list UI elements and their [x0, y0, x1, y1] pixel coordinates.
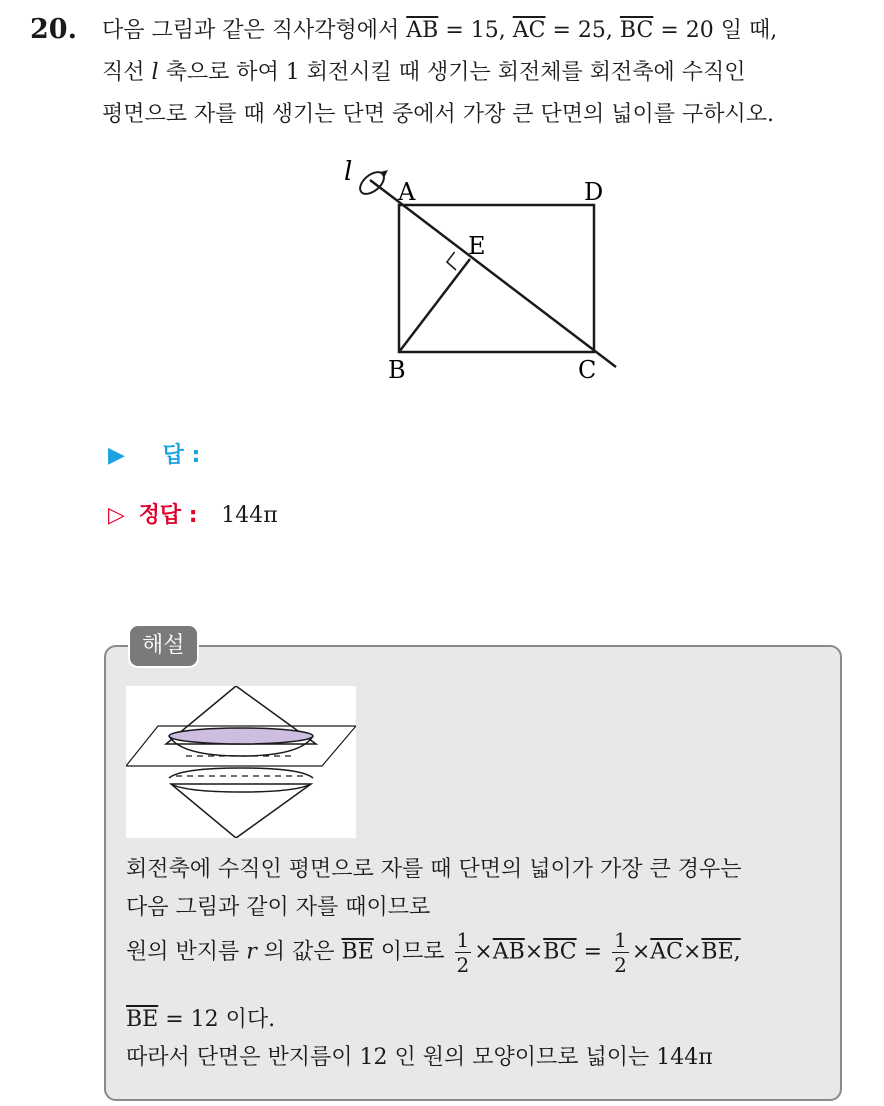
fraction-numerator: 1: [456, 928, 470, 952]
segment-ac: $\overline{AC}$: [512, 18, 546, 43]
rectangle-abcd: [399, 205, 594, 352]
fraction-numerator: 1: [614, 928, 627, 952]
label-b: B: [388, 356, 406, 384]
correct-answer-value: 144π: [221, 503, 278, 528]
question-text: 직선: [102, 60, 145, 85]
label-d: D: [584, 178, 604, 206]
answer-marker-icon: ▶: [108, 443, 125, 468]
segment-be: $\overline{BE}$: [341, 939, 374, 965]
correct-answer-marker-icon: ▷: [108, 503, 125, 528]
axis-variable: l: [151, 60, 159, 85]
value-ab: = 15,: [445, 18, 506, 43]
label-c: C: [578, 356, 597, 384]
solution-figure: [126, 686, 356, 838]
solution-text: 원의 반지름: [126, 939, 240, 965]
rotation-arrowhead-icon: [380, 170, 388, 178]
correct-answer-row: [108, 498, 278, 529]
times-sign: ×: [631, 939, 651, 965]
label-a: A: [398, 178, 416, 206]
solution-line-3: [126, 928, 741, 977]
solution-text: 이므로: [380, 939, 445, 965]
fraction-denominator: 2: [614, 953, 627, 977]
solution-text: = 12 이다.: [165, 1007, 276, 1032]
solution-text: 의 값은: [263, 939, 335, 965]
label-l: l: [344, 157, 353, 187]
lower-rim-bottom: [171, 784, 311, 792]
times-sign: ×: [682, 939, 702, 965]
equals-sign: =: [583, 939, 603, 965]
question-number: 20.: [30, 14, 77, 45]
question-line-3: 평면으로 자를 때 생기는 단면 중에서 가장 큰 단면의 넓이를 구하시오.: [102, 102, 774, 127]
solution-line-1: 회전축에 수직인 평면으로 자를 때 단면의 넓이가 가장 큰 경우는: [126, 857, 742, 882]
fraction-half: [612, 928, 629, 977]
solution-line-4: [126, 1002, 275, 1033]
segment-be: $\overline{BE}$: [126, 1007, 159, 1032]
segment-bc: $\overline{BC}$: [543, 939, 577, 965]
segment-be: BE,: [701, 939, 741, 965]
question-line-1: [102, 14, 777, 48]
correct-answer-label: 정답 :: [138, 503, 198, 528]
label-e: E: [468, 232, 486, 260]
rectangle-figure: [330, 150, 630, 390]
segment-ac: $\overline{AC}$: [650, 939, 683, 965]
value-ac: = 25,: [552, 18, 613, 43]
segment-bc: $\overline{BC}$: [619, 18, 654, 43]
solution-tag: 해설: [128, 624, 199, 668]
solution-line-2: 다음 그림과 같이 자를 때이므로: [126, 895, 431, 920]
times-sign: ×: [524, 939, 544, 965]
segment-ab: $\overline{AB}$: [406, 18, 439, 43]
cross-section-disc: [169, 728, 313, 744]
question-text: 축으로 하여 1 회전시킬 때 생기는 회전체를 회전축에 수직인: [165, 60, 746, 85]
question-line-2: [102, 56, 746, 90]
right-angle-mark: [447, 252, 456, 270]
answer-label: 답 :: [162, 443, 201, 468]
solution-line-5: 따라서 단면은 반지름이 12 인 원의 모양이므로 넓이는 144π: [126, 1045, 713, 1070]
radius-variable: r: [246, 939, 257, 965]
fraction-denominator: 2: [456, 953, 470, 977]
value-bc: = 20 일 때,: [660, 18, 778, 43]
times-sign: ×: [474, 939, 493, 965]
fraction-half: [455, 928, 472, 977]
segment-ab: $\overline{AB}$: [492, 939, 525, 965]
answer-row: [108, 438, 200, 469]
diagonal-line-l: [370, 180, 616, 367]
question-text: 다음 그림과 같은 직사각형에서: [102, 18, 400, 43]
segment-be: [399, 259, 470, 352]
